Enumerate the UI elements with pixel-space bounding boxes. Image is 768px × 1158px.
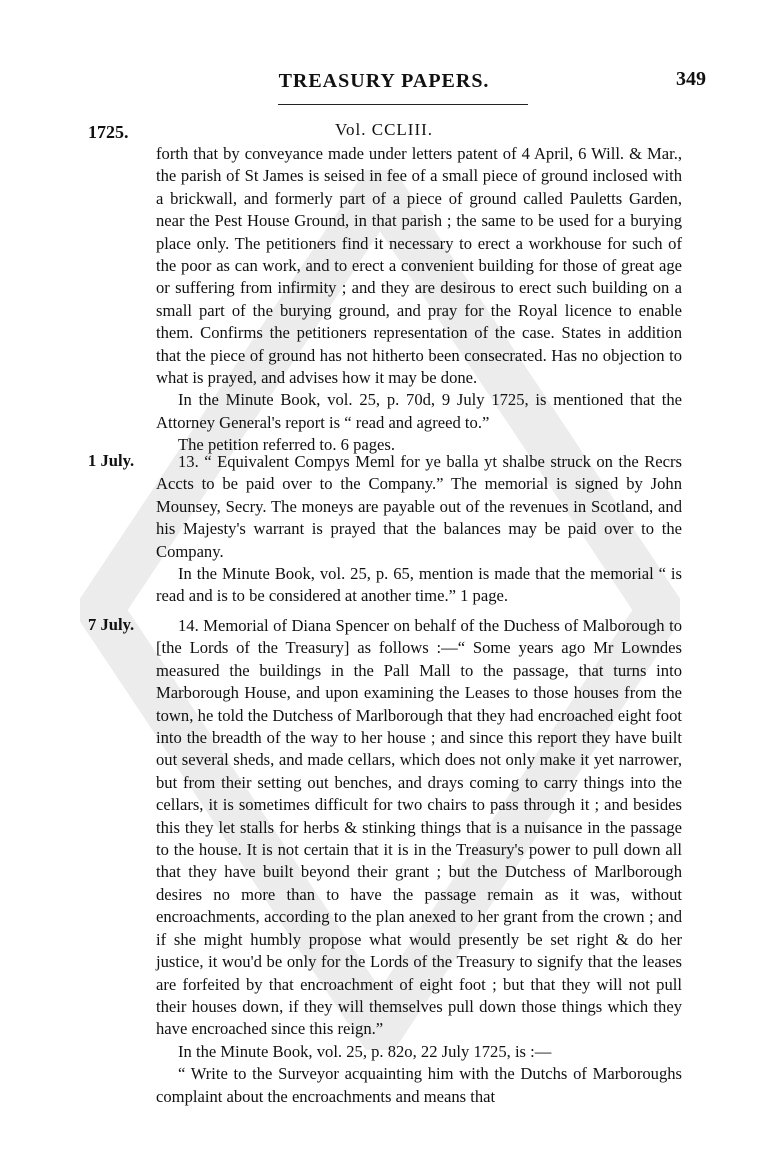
header-rule	[278, 104, 528, 105]
paragraph: In the Minute Book, vol. 25, p. 70d, 9 July 1725, is mentioned that the Attorney General's report is “ read and agreed to.”	[156, 390, 682, 432]
entry-continued	[156, 143, 682, 457]
entry-14	[156, 615, 682, 1108]
volume-label: Vol. CCLIII.	[334, 120, 434, 139]
page-number: 349	[676, 68, 706, 90]
year-label: 1725.	[88, 122, 129, 142]
entry-date: 1 July.	[88, 451, 135, 470]
running-title: TREASURY PAPERS.	[278, 70, 490, 92]
paragraph: 13. “ Equivalent Compys Meml for ye balla yt shalbe struck on the Recrs Accts to be paid over to the Company.” The memorial is signed by John Mounsey, Secry. The moneys are payable out of the revenues in Scotland, and his Majesty's warrant is prayed that the balances may be paid over to the Company.	[156, 452, 682, 561]
entry-13	[156, 451, 682, 608]
paragraph: forth that by conveyance made under letters patent of 4 April, 6 Will. & Mar., the parish of St James is seised in fee of a small piece of ground inclosed with a brickwall, and formerly part of a piece of ground called Pauletts Garden, near the Pest House Ground, in that parish ; the same to be used for a burying place only. The petitioners find it necessary to erect a workhouse for such of the poor as can work, and to erect a convenient building for those of great age or suffering from infirmity ; and they are desirous to erect such building on a small part of the burying ground, and pray for the Royal licence to enable them. Confirms the petitioners representation of the case. States in addition that the piece of ground has not hitherto been consecrated. Has no objection to what is prayed, and advises how it may be done.	[156, 144, 682, 388]
paragraph: “ Write to the Surveyor acquainting him with the Dutchs of Marboroughs complaint about the encroachments and means that	[156, 1064, 682, 1106]
paragraph: In the Minute Book, vol. 25, p. 82o, 22 July 1725, is :—	[178, 1041, 552, 1061]
paragraph: In the Minute Book, vol. 25, p. 65, mention is made that the memorial “ is read and is to be considered at another time.” 1 page.	[156, 564, 682, 606]
paragraph: 14. Memorial of Diana Spencer on behalf of the Duchess of Malborough to [the Lords of the Treasury] as follows :—“ Some years ago Mr Lowndes measured the buildings in the Pall Mall to the passage, that turns into Marborough House, and upon examining the Leases to those houses from the town, he told the Dutchess of Marlborough that they had encroached eight foot into the breadth of the way to her house ; and since this report they have built out several sheds, and made cellars, which does not only make it yet narrower, but from their setting out benches, and drays coming to carry things into the cellars, it is sometimes difficult for two chairs to pass through it ; and besides this they let stalls for herbs & stinking things that is a nuisance in the passage to the house. It is not certain that it is in the Treasury's power to pull down all that they have built beyond their grant ; but the Dutchess of Marlborough desires no more than to have the passage remain as it was, without encroachments, according to the plan anexed to her grant from the crown ; and if she might humbly propose what would presently be set right & do her justice, it wou'd be only for the Lords of the Treasury to signify that the leases are forfeited by that encroachment of eight foot ; but that they will not pull their houses down, if they will themselves pull down those things which they have encroached since this reign.”	[156, 616, 682, 1039]
entry-date: 7 July.	[88, 615, 135, 634]
paragraph: The petition referred to. 6 pages.	[178, 435, 396, 455]
